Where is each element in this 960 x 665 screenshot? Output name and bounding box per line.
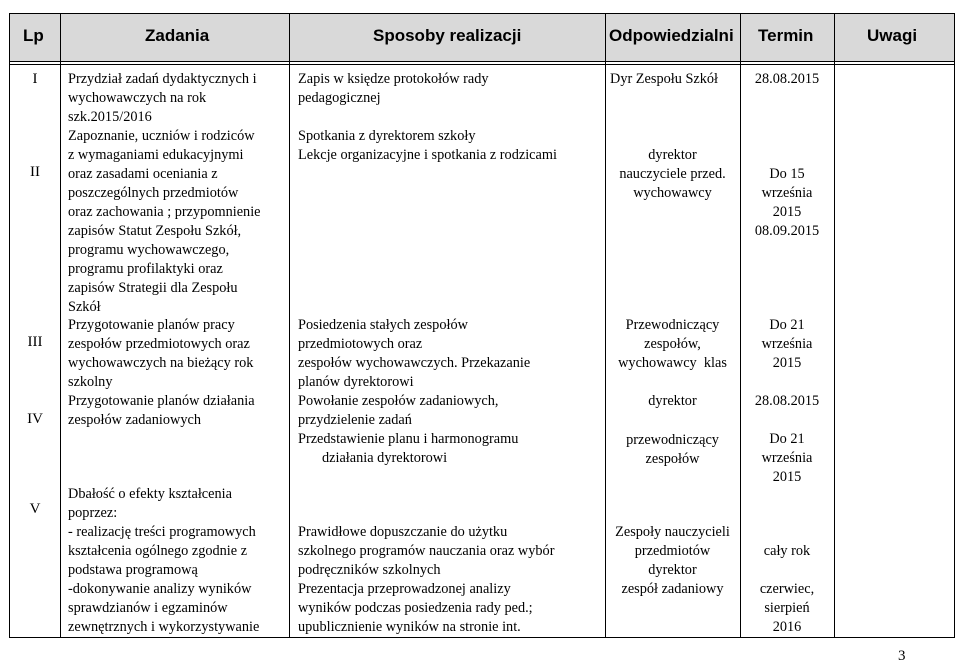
row-2-odpowiedzialni: dyrektor nauczyciele przed. wychowawcy [619, 147, 726, 201]
row-1-lp: I [32, 71, 38, 87]
header-termin: Termin [758, 26, 814, 45]
header-uwagi: Uwagi [867, 26, 918, 45]
row-3-termin: Do 21 września 2015 [761, 317, 813, 371]
row-5-odpowiedzialni: Zespoły nauczycieli przedmiotów dyrektor zespół zadaniowy [615, 524, 730, 597]
row-3-odpowiedzialni: Przewodniczący zespołów, wychowawcy klas [618, 317, 727, 371]
page-number: 3 [898, 648, 906, 664]
row-2-termin: Do 15 września 2015 08.09.2015 [754, 166, 820, 239]
row-2-lp: II [30, 164, 40, 180]
row-3-zadania: Przygotowanie planów pracy zespołów przedmiotowych oraz wychowawczych na bieżący rok szkolny [68, 317, 254, 390]
row-1-zadania: Przydział zadań dydaktycznych i wychowawczych na rok szk.2015/2016 [68, 71, 257, 125]
row-5-termin: cały rok czerwiec, sierpień 2016 [759, 543, 815, 635]
header-sposoby: Sposoby realizacji [373, 26, 522, 45]
row-5-lp: V [29, 501, 41, 517]
row-4-sposoby: Powołanie zespołów zadaniowych, przydzielenie zadań Przedstawienie planu i harmonogramu [298, 393, 519, 447]
row-1-sposoby: Zapis w księdze protokołów rady pedagogicznej [298, 71, 489, 106]
row-5-zadania: Dbałość o efekty kształcenia poprzez: - realizację treści programowych kształcenia ogólnego zgodnie z podstawa programową -dokonywanie analizy wyników sprawdzianów i egzaminów zewnętrznych i wykorzystywanie [68, 486, 260, 635]
header-zadania: Zadania [145, 26, 210, 45]
row-4-sposoby-cont: działania dyrektorowi [322, 450, 448, 466]
row-5-sposoby: Prawidłowe dopuszczanie do użytku szkolnego programów nauczania oraz wybór podręczników szkolnych Prezentacja przeprowadzonej analizy wyników podczas posiedzenia rady ped.; upublicznienie wyników na stronie int. [298, 524, 555, 635]
row-3-sposoby: Posiedzenia stałych zespołów przedmiotowych oraz zespołów wychowawczych. Przekazanie planów dyrektorowi [298, 317, 531, 390]
header-lp: Lp [23, 26, 44, 45]
row-1-odpowiedzialni: Dyr Zespołu Szkół [610, 71, 719, 87]
row-4-lp: IV [27, 411, 43, 427]
row-4-termin: 28.08.2015 Do 21 września 2015 [754, 393, 820, 485]
header-odpowiedzialni: Odpowiedzialni [609, 26, 734, 45]
row-1-termin: 28.08.2015 [754, 71, 820, 87]
row-4-odpowiedzialni: dyrektor [648, 393, 697, 409]
row-4-odpowiedzialni-cont: przewodniczący zespołów [626, 432, 719, 467]
row-4-zadania: Przygotowanie planów działania zespołów zadaniowych [68, 393, 255, 428]
plan-table [9, 13, 955, 638]
row-3-lp: III [27, 334, 43, 350]
row-2-sposoby: Spotkania z dyrektorem szkoły Lekcje organizacyjne i spotkania z rodzicami [298, 128, 557, 163]
row-2-zadania: Zapoznanie, uczniów i rodziców z wymaganiami edukacyjnymi oraz zasadami oceniania z poszczególnych przedmiotów oraz zachowania ; przypomnienie zapisów Statut Zespołu Szkół, programu wychowawczego, programu profilaktyki oraz zapisów Strategii dla Zespołu Szkół [68, 128, 261, 315]
